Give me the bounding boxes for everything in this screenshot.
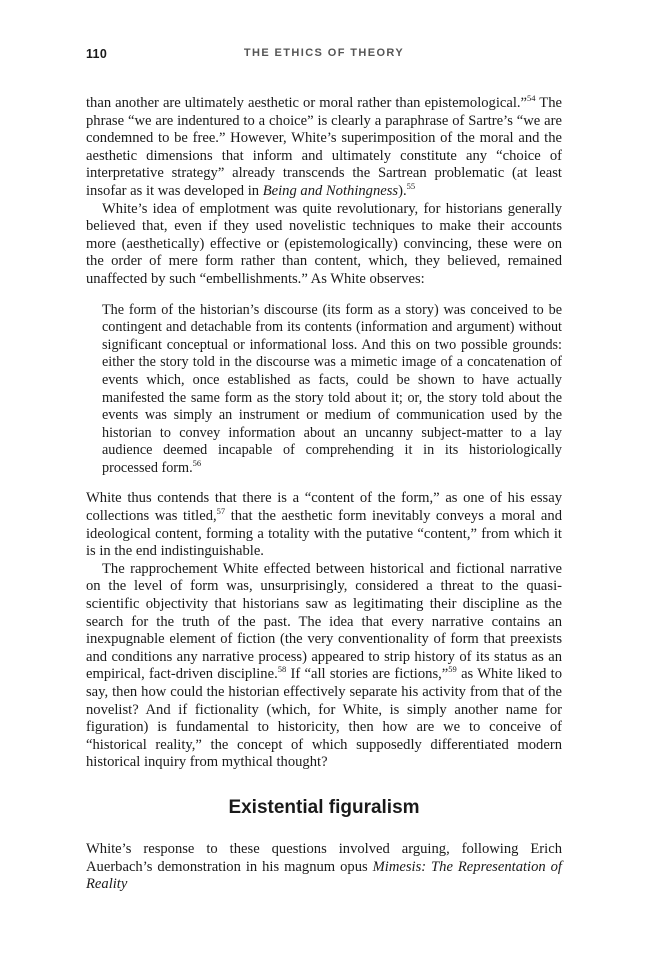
paragraph-4 [86,561,562,772]
block-quote [102,302,562,478]
paragraph-4-text-a: The rapprochement White effected between historical and fictional narrative on the level of form was, unsurprisingly, considered a threat to the quasi-scientific objectivity that historians saw as legitimating their discipline as the search for the truth of the past. The idea that every narrative contains an inexpugnable element of fiction (the very conventionality of form that preexists and conditions any narrative process) appeared to strip history of its status as an empirical, fact-driven discipline. [86,560,562,683]
block-quote-text: The form of the historian’s discourse (its form as a story) was conceived to be contingent and detachable from its contents (information and argument) without significant conceptual or informational loss. And this on two possible grounds: either the story told in the discourse was a mimetic image of a concatenation of events which, once established as facts, could be shown to have actually manifested the same form as the story told about it; or, the story told about the events was simply an instrument or medium of communication used by the historian to convey information about an uncanny subject-matter to a lay audience deemed incapable of comprehending it in its historiologically processed form. [102,301,562,476]
paragraph-3 [86,490,562,560]
page-header [86,47,562,67]
section-heading: Existential figuralism [228,796,420,818]
paragraph-4-text-b: If “all stories are fictions,” [286,666,449,683]
book-title-mimesis: Mimesis: The Representation of Reality [86,858,562,893]
block-quote-paragraph [102,302,562,478]
book-title-being-and-nothingness: Being and Nothingness [262,182,399,199]
paragraph-4-text-c: as White liked to say, then how could the historian effectively separate his activity from that of the novelist? And if fictionality (which, for White, is simply another name for figuration) is fundamental to historicity, then how are we to conceive of “historical reality,” the concept of which supposedly differentiated modern historical inquiry from mythical thought? [86,666,563,771]
paragraph-3-text-a: White thus contends that there is a “content of the form,” as one of his essay collections was titled, [86,490,562,525]
paragraph-2 [86,201,562,289]
paragraph-1-text-b: The phrase “we are indentured to a choice” is clearly a paraphrase of Sartre’s “we are condemned to be free.” However, White’s superimposition of the moral and the aesthetic dimensions that inform and ultimately constitute any “choice of interpretative strategy” already transcends the Sartrean problematic (at least insofar as it was developed in [86,95,562,199]
paragraph-1-text-c: ). [398,182,407,199]
footnote-ref-55: 55 [406,180,416,191]
page-number: 110 [86,47,108,61]
footnote-ref-58: 58 [277,664,287,675]
paragraph-5-text: White’s response to these questions involved arguing, following Erich Auerbach’s demonstration in his magnum opus [86,840,562,875]
footnote-ref-57: 57 [216,506,226,517]
footnote-ref-56: 56 [192,457,202,468]
footnote-ref-59: 59 [448,664,457,675]
paragraph-5 [86,841,562,894]
paragraph-1 [86,95,562,201]
body-text [86,95,562,894]
paragraph-3-text-b: that the aesthetic form inevitably conveys a moral and ideological content, forming a totality with the putative “content,” from which it is in the end indistinguishable. [86,508,562,560]
running-head: THE ETHICS OF THEORY [243,47,405,59]
paragraph-1-text-a: than another are ultimately aesthetic or moral rather than epistemological.” [86,95,528,111]
footnote-ref-54: 54 [527,93,536,103]
paragraph-2-text: White’s idea of emplotment was quite revolutionary, for historians generally believed that, even if they used novelistic techniques to make their accounts more (aesthetically) effective or (epistemologically) convincing, these were on the order of mere form rather than content, which, they believed, remained unaffected by such “embellishments.” As White observes: [86,200,562,287]
